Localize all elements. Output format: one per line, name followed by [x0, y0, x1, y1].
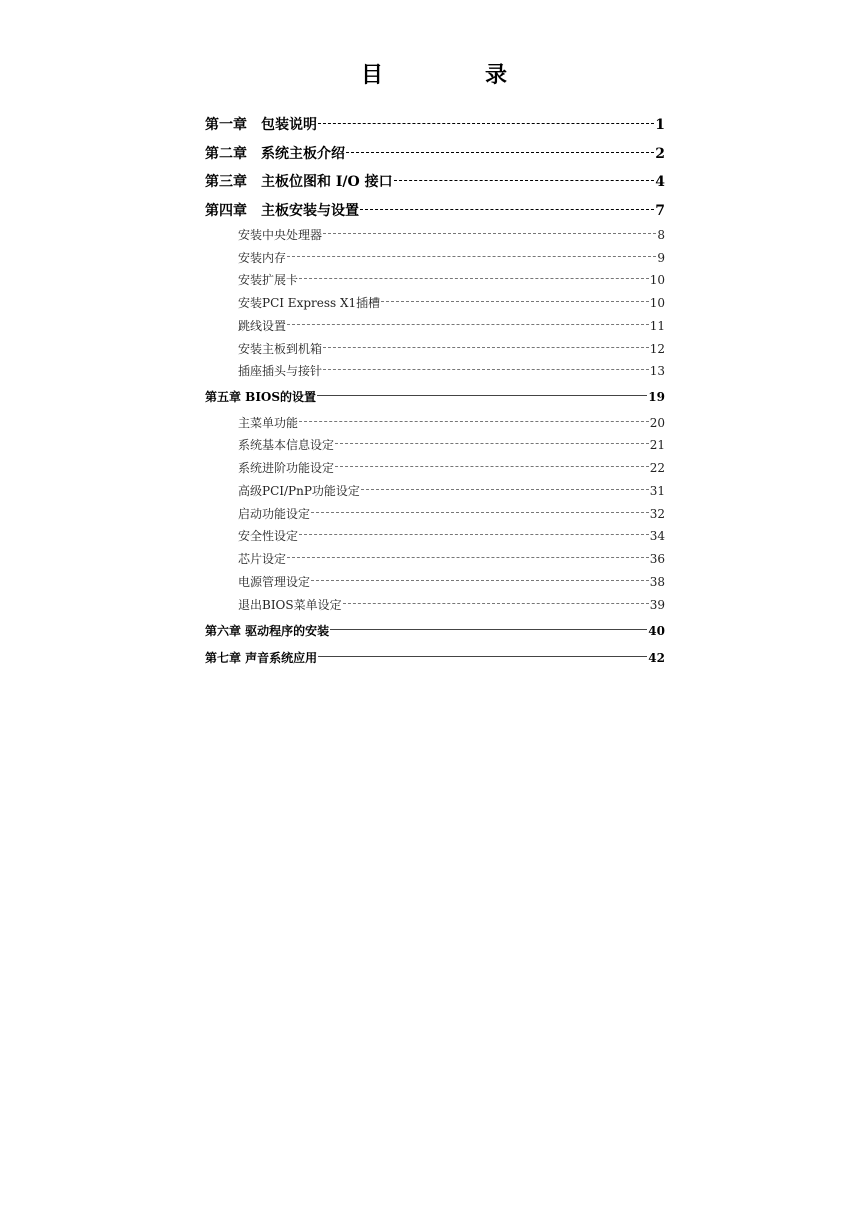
dot-leader [287, 557, 649, 558]
toc-entry-label: 第二章 系统主板介绍 [205, 146, 345, 162]
toc-entry-label: 第四章 主板安装与设置 [205, 203, 359, 219]
toc-entry-page: 36 [649, 552, 665, 566]
toc-entry-page: 2 [655, 146, 665, 162]
toc-entry-page: 31 [649, 484, 665, 498]
toc-entry-label: 安全性设定 [238, 529, 299, 543]
dot-leader [335, 443, 649, 444]
toc-entry-page: 40 [648, 624, 665, 638]
toc-entry-chapter-6[interactable] [205, 622, 665, 639]
toc-entry-label: 系统基本信息设定 [238, 438, 335, 452]
dot-leader [394, 180, 655, 181]
toc-entry-install-expansion-card[interactable] [238, 271, 665, 288]
toc-entry-label: 安装PCI Express X1插槽 [238, 296, 381, 310]
toc-entry-label: 安装中央处理器 [238, 228, 323, 242]
dot-leader [335, 466, 649, 467]
toc-entry-chipset-settings[interactable] [238, 550, 665, 567]
toc-entry-advanced-settings[interactable] [238, 459, 665, 476]
toc-entry-jumper-settings[interactable] [238, 317, 665, 334]
dot-leader [311, 512, 649, 513]
dot-leader [318, 656, 647, 657]
toc-entry-page: 21 [649, 438, 665, 452]
toc-entry-pci-pnp-settings[interactable] [238, 482, 665, 499]
toc-entry-chapter-1[interactable] [205, 114, 665, 134]
dot-leader [318, 123, 654, 124]
dot-leader [287, 324, 649, 325]
dot-leader [299, 421, 649, 422]
toc-entry-page: 22 [649, 461, 665, 475]
toc-entry-label: 主菜单功能 [238, 416, 299, 430]
toc-entry-page: 10 [649, 296, 665, 310]
toc-entry-label: 电源管理设定 [238, 575, 311, 589]
toc-entry-page: 4 [655, 174, 665, 190]
toc-entry-page: 12 [649, 342, 665, 356]
toc-entry-page: 13 [649, 364, 665, 378]
toc-entry-label: 第一章 包装说明 [205, 117, 317, 133]
toc-entry-label: 系统进阶功能设定 [238, 461, 335, 475]
dot-leader [323, 233, 656, 234]
toc-entry-label: 高级PCI/PnP功能设定 [238, 484, 360, 498]
toc-entry-page: 1 [655, 117, 665, 133]
dot-leader [361, 489, 649, 490]
toc-entry-label: 启动功能设定 [238, 507, 311, 521]
toc-entry-exit-bios-menu[interactable] [238, 596, 665, 613]
dot-leader [323, 347, 649, 348]
toc-entry-main-menu[interactable] [238, 414, 665, 431]
dot-leader [330, 629, 647, 630]
toc-entry-page: 10 [649, 273, 665, 287]
toc-entry-install-cpu[interactable] [238, 226, 665, 243]
toc-entry-label: 第五章 BIOS的设置 [205, 390, 317, 404]
toc-entry-page: 42 [648, 651, 665, 665]
toc-entry-page: 11 [649, 319, 665, 333]
page-title: 目 录 [360, 63, 547, 88]
dot-leader [360, 209, 654, 210]
toc-entry-page: 20 [649, 416, 665, 430]
toc-entry-chapter-5[interactable] [205, 388, 665, 405]
toc-entry-page: 32 [649, 507, 665, 521]
toc-entry-connectors-headers[interactable] [238, 362, 665, 379]
toc-entry-page: 7 [655, 203, 665, 219]
dot-leader [346, 152, 654, 153]
toc-entry-power-management[interactable] [238, 573, 665, 590]
dot-leader [311, 580, 649, 581]
toc-entry-label: 第三章 主板位图和 I/O 接口 [205, 174, 393, 190]
toc-entry-label: 跳线设置 [238, 319, 287, 333]
toc-entry-page: 34 [649, 529, 665, 543]
toc-entry-page: 9 [657, 251, 665, 265]
dot-leader [381, 301, 649, 302]
toc-entry-chapter-3[interactable] [205, 171, 665, 191]
toc-entry-label: 第七章 声音系统应用 [205, 651, 318, 665]
toc-entry-label: 芯片设定 [238, 552, 287, 566]
toc-entry-chapter-4[interactable] [205, 200, 665, 220]
toc-entry-label: 安装扩展卡 [238, 273, 299, 287]
toc-entry-page: 39 [649, 598, 665, 612]
dot-leader [299, 534, 649, 535]
toc-entry-install-memory[interactable] [238, 249, 665, 266]
dot-leader [343, 603, 649, 604]
toc-entry-label: 退出BIOS菜单设定 [238, 598, 342, 612]
toc-entry-chapter-7[interactable] [205, 649, 665, 666]
dot-leader [287, 256, 656, 257]
toc-entry-chapter-2[interactable] [205, 143, 665, 163]
toc-entry-system-info[interactable] [238, 436, 665, 453]
dot-leader [317, 395, 647, 396]
toc-entry-install-pcie-slot[interactable] [238, 294, 665, 311]
dot-leader [323, 369, 649, 370]
toc-entry-label: 第六章 驱动程序的安装 [205, 624, 330, 638]
toc-entry-page: 19 [648, 390, 665, 404]
toc-entry-page: 8 [657, 228, 665, 242]
toc-entry-boot-settings[interactable] [238, 505, 665, 522]
toc-entry-label: 安装内存 [238, 251, 287, 265]
toc-entry-label: 插座插头与接针 [238, 364, 323, 378]
dot-leader [299, 278, 649, 279]
toc-entry-page: 38 [649, 575, 665, 589]
toc-entry-install-board-in-case[interactable] [238, 340, 665, 357]
toc-entry-security-settings[interactable] [238, 527, 665, 544]
toc-entry-label: 安装主板到机箱 [238, 342, 323, 356]
